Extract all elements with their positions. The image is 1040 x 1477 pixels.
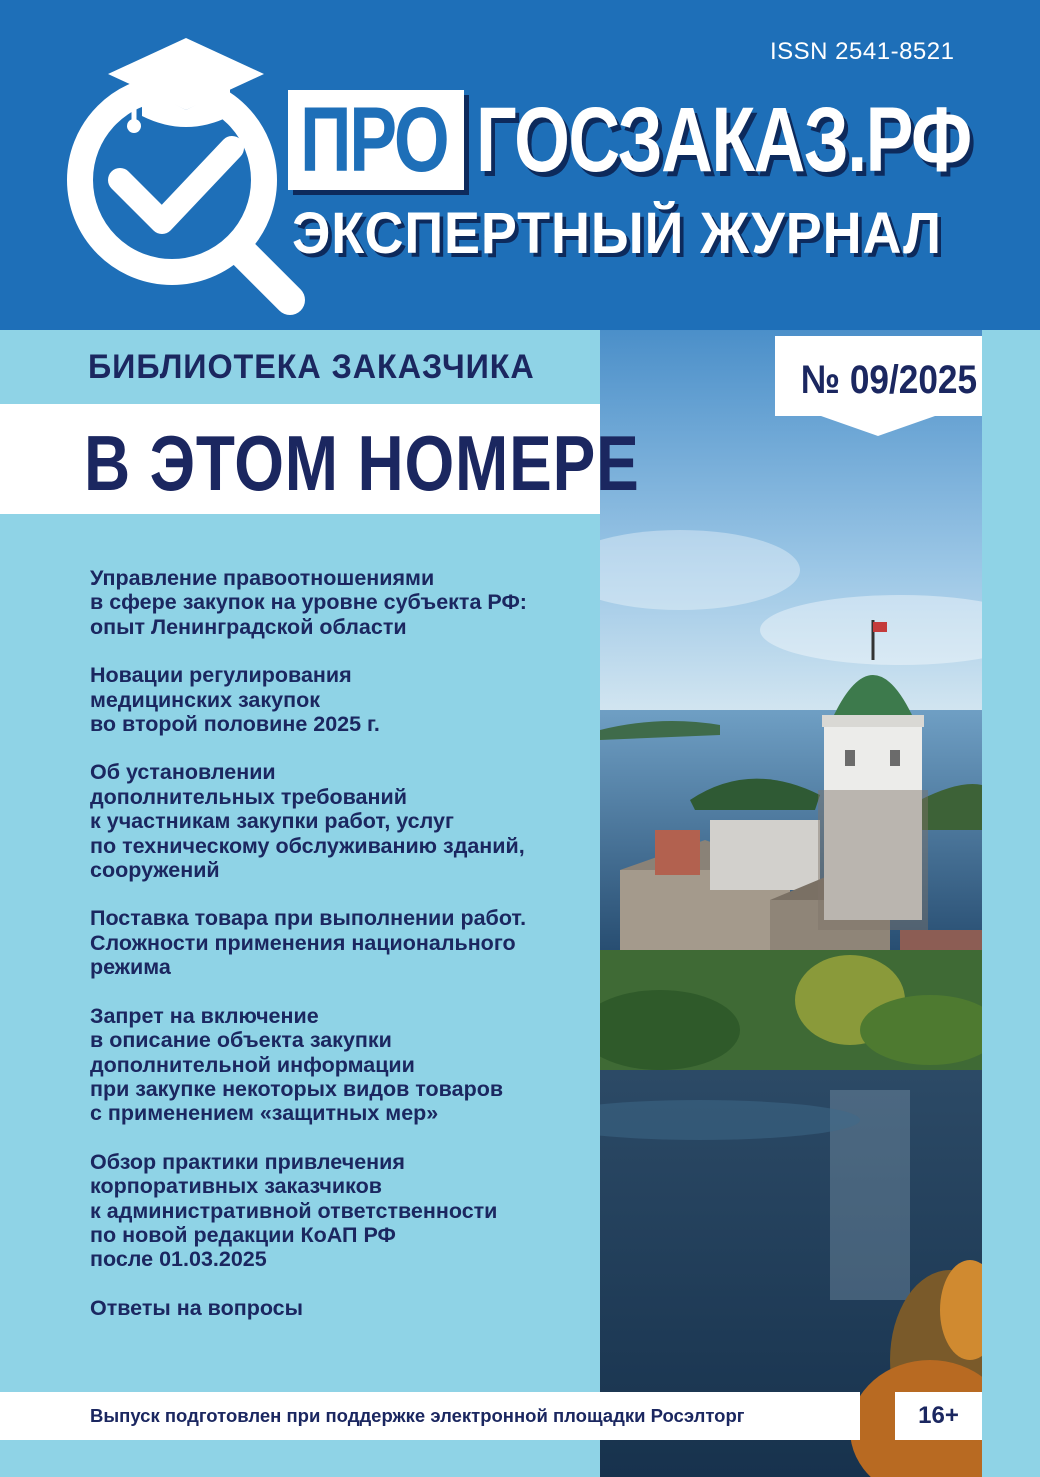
footer-sponsor-text: Выпуск подготовлен при поддержке электронной площадки Росэлторг xyxy=(90,1405,745,1426)
toc-line: Ответы на вопросы xyxy=(90,1295,303,1320)
toc-item xyxy=(90,566,590,639)
cover-photo-castle xyxy=(600,330,982,1477)
toc-line: к административной ответственности xyxy=(90,1198,498,1223)
toc-line: Управление правоотношениями xyxy=(90,566,435,590)
title-pro-box xyxy=(288,90,464,190)
toc-line: в сфере закупок на уровне субъекта РФ: xyxy=(90,590,527,615)
toc-item xyxy=(90,663,590,736)
issn: ISSN 2541-8521 xyxy=(770,38,955,65)
toc-item xyxy=(90,1296,590,1320)
age-rating-badge: 16+ xyxy=(895,1392,982,1440)
toc-item xyxy=(90,906,590,979)
toc-line: опыт Ленинградской области xyxy=(90,614,407,639)
toc-line: во второй половине 2025 г. xyxy=(90,712,380,737)
toc-line: Сложности применения национального xyxy=(90,930,516,955)
toc-line: дополнительной информации xyxy=(90,1052,415,1077)
toc-line: Запрет на включение xyxy=(90,1003,319,1028)
toc-line: после 01.03.2025 xyxy=(90,1247,267,1272)
toc-line: Обзор практики привлечения xyxy=(90,1149,405,1174)
toc-line: при закупке некоторых видов товаров xyxy=(90,1076,504,1101)
toc-line: дополнительных требований xyxy=(90,784,407,809)
title-main: ГОСЗАКАЗ.РФ xyxy=(476,88,971,191)
journal-title xyxy=(288,88,1040,192)
section-label: БИБЛИОТЕКА ЗАКАЗЧИКА xyxy=(88,348,535,386)
toc-item xyxy=(90,1150,590,1272)
toc-line: сооружений xyxy=(90,858,220,883)
issue-number: № 09/2025 xyxy=(800,358,978,402)
toc-item xyxy=(90,1004,590,1126)
toc-line: по новой редакции КоАП РФ xyxy=(90,1222,396,1247)
toc-line: к участникам закупки работ, услуг xyxy=(90,809,454,834)
logo-magnifier-check-icon xyxy=(62,30,312,320)
toc-line: режима xyxy=(90,955,171,980)
journal-subtitle: ЭКСПЕРТНЫЙ ЖУРНАЛ xyxy=(292,201,942,266)
table-of-contents xyxy=(90,566,590,1344)
toc-line: в описание объекта закупки xyxy=(90,1028,392,1053)
toc-item xyxy=(90,760,590,882)
toc-line: корпоративных заказчиков xyxy=(90,1174,382,1199)
toc-line: по техническому обслуживанию зданий, xyxy=(90,833,525,858)
in-this-issue-title: В ЭТОМ НОМЕРЕ xyxy=(84,419,640,507)
toc-line: медицинских закупок xyxy=(90,687,320,712)
toc-line: Новации регулирования xyxy=(90,663,352,688)
toc-line: Поставка товара при выполнении работ. xyxy=(90,906,527,931)
title-pro: ПРО xyxy=(300,88,448,191)
toc-line: Об установлении xyxy=(90,760,276,785)
toc-line: с применением «защитных мер» xyxy=(90,1101,439,1126)
